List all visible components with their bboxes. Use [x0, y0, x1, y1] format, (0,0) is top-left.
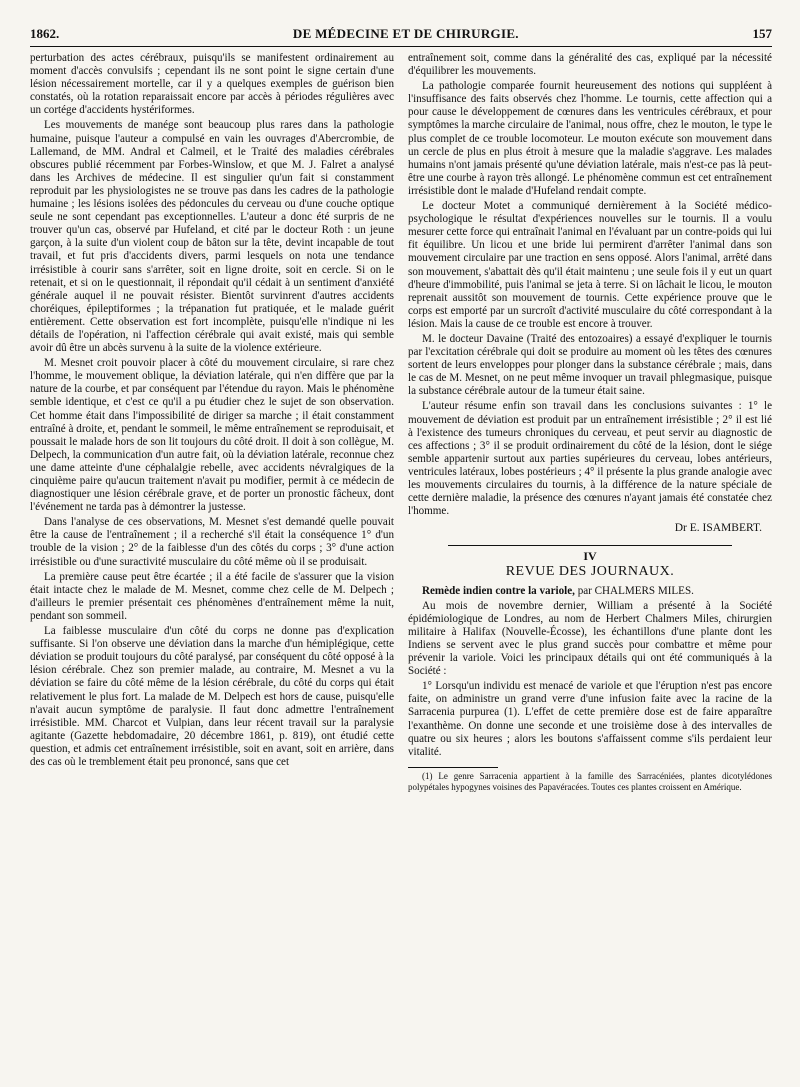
paragraph: Le docteur Motet a communiqué dernièrement à la Société médico-psychologique le résultat d'expériences nouvelles sur le tournis. Il a voulu mesurer cette force qui entraînait l'animal en l'évaluant par un contre-poids qui lui fit équilibre. Un licou et une bride lui permirent d'arrêter l'animal dans son mouvement circulaire par une traction en sens opposé. Alors l'animal, arrêté dans son mouvement, s'abattait dès qu'il était maintenu ; une seule fois il y eut un quart d'heure d'immobilité, puis l'animal se jeta à terre. Si on lâchait le licou, le mouton reprenait aussitôt son mouvement de tournis. Cette expérience prouve que le corps est emporté par un surcroît d'activité musculaire du côté correspondant à la lésion. Mais la cause de ce trouble est encore à trouver.	[408, 200, 772, 330]
paragraph: L'auteur résume enfin son travail dans les conclusions suivantes : 1° le mouvement de déviation est produit par un entraînement irrésistible ; 2° il est lié à l'existence des tumeurs chroniques du cerveau, et peut servir au diagnostic de ces affections ; 3° il se produit ordinairement du côté de la lésion, dont le siége semble appartenir surtout aux parties supérieures du cerveau, lobes antérieurs, ventricules latéraux, lobes postérieurs ; 4° il présente la plus grande analogie avec les mouvements circulaires du tournis, à la différence de la nature spéciale de cette dernière maladie, la présence des cœnures n'ayant jamais été constatée chez l'homme.	[408, 400, 772, 518]
article-title: Remède indien contre la variole,	[422, 584, 575, 597]
paragraph: 1° Lorsqu'un individu est menacé de variole et que l'éruption n'est pas encore faite, on administre un grand verre d'une infusion faite avec la racine de la Sarracenia purpurea (1). L'effet de cette première dose est de faire apparaître l'exanthème. On donne une seconde et une troisième dose à des intervalles de quatre ou six heures ; alors les boutons s'affaissent comme s'ils perdaient leur vitalité.	[408, 680, 772, 758]
section-number: IV	[583, 549, 597, 564]
section-title: REVUE DES JOURNAUX.	[505, 564, 675, 580]
header-year: 1862.	[30, 26, 60, 41]
paragraph: La faiblesse musculaire d'un côté du corps ne donne pas d'explication suffisante. Si l'on observe une déviation dans la marche d'un hémiplégique, cette déviation se produit toujours du côté paralysé, par conséquent du côté opposé à la lésion cérébrale. Chez son premier malade, au contraire, M. Mesnet a vu la déviation se faire du côté même de la lésion cérébrale, du côté du corps qui était relativement le plus fort. La malade de M. Delpech est hors de cause, puisqu'elle n'avait aucun symptôme de paralysie. Il faut donc admettre l'entraînement irrésistible. MM. Charcot et Vulpian, dans leur récent travail sur la paralysie agitante (Gazette hebdomadaire, 20 décembre 1861, p. 819), ont étudié cette question, et admis cet entraînement irrésistible, soit en avant, soit en arrière, dans des cas où le tremblement était peu prononcé, sans que cet	[30, 625, 394, 768]
paragraph: M. le docteur Davaine (Traité des entozoaires) a essayé d'expliquer le tournis par l'excitation cérébrale qui doit se produire au moment où les têtes des cœnures sortent de leurs enveloppes pour plonger dans la substance cérébrale ; mais, dans le cas de M. Mesnet, on ne peut même invoquer un travail phlegmasique, puisque la substance cérébrale autour de la tumeur était saine.	[408, 332, 772, 398]
section-divider	[448, 545, 732, 546]
author-signature: Dr E. ISAMBERT.	[674, 522, 762, 535]
text-columns	[30, 52, 772, 794]
paragraph: Dans l'analyse de ces observations, M. Mesnet s'est demandé quelle pouvait être la cause de l'entraînement ; il a recherché s'il était la conséquence 1° d'un trouble de la vision ; 2° de la faiblesse d'un des côtés du corps ; 3° d'une action irrésistible ou d'une suractivité musculaire du côté même où il se produisait.	[30, 516, 394, 568]
right-column	[408, 52, 772, 794]
paragraph: La pathologie comparée fournit heureusement des notions qui suppléent à l'insuffisance des faits observés chez l'homme. Le tournis, cette affection qui a pour cause le développement de cœnures dans les ventricules cérébraux, et pour symptômes la marche circulaire de l'animal, nous offre, chez le mouton, le type le plus complet de ce trouble locomoteur. Le mouton exécute son mouvement dans un cercle de plus en plus étroit à mesure que la maladie s'aggrave. Les malades humains n'ont jamais présenté qu'une déviation latérale, mais n'est-ce pas là peut-être une courbe à rayon très allongé. Le phénomène commun est cet entraînement irrésistible dont le malade d'Hufeland rendait compte.	[408, 80, 772, 197]
paragraph: La première cause peut être écartée ; il a été facile de s'assurer que la vision était intacte chez le malade de M. Mesnet, comme chez celle de M. Delpech ; d'ailleurs le premier présentait ces phénomènes d'entraînement même la nuit, pendant son sommeil.	[30, 570, 394, 622]
article-byline: par CHALMERS MILES.	[574, 584, 694, 597]
article-headline	[408, 585, 772, 598]
page-header	[30, 26, 772, 47]
paragraph: Les mouvements de manége sont beaucoup plus rares dans la pathologie humaine, puisque l'auteur a compulsé en vain les ouvrages d'Abercrombie, de Lallemand, de MM. Andral et Calmeil, et le Traité des maladies cérébrales obscures publié récemment par Forbes-Winslow, et que M. J. Falret a analysé dans les Archives de médecine. Il est singulier qu'un fait si constamment reproduit par les physiologistes ne se trouve pas dans les cadres de la pathologie humaine ; les lésions isolées des pédoncules du cerveau ou d'une couche optique seule ne sont cependant pas exceptionnelles. L'auteur a donc été surpris de ne trouver qu'un cas, observé par Hufeland, et cité par le docteur Roth : un jeune garçon, à la suite d'un violent coup de bâton sur la tête, devint incapable de tout travail, et fut pris d'accidents divers, parmi lesquels on nota une tendance irrésistible à courir sans s'arrêter, soit en ligne droite, soit en cercle. Si on le retenait, et si on le questionnait, il répondait qu'il cédait à un sentiment d'anxiété générale auquel il ne pouvait résister. Bientôt survinrent d'autres accidents choréiques, épileptiformes ; la trépanation fut pratiquée, et le malade guérit entièrement. Cette observation est fort incomplète, puisqu'elle n'indique ni les détails de l'opération, ni l'affection cérébrale qui avait existé, mais qui semble avoir dû être un abcès survenu à la suite de la violence extérieure.	[30, 119, 394, 355]
paragraph: perturbation des actes cérébraux, puisqu'ils se manifestent ordinairement au moment d'accès convulsifs ; cependant ils ne sont point le signe certain d'une lésion nécessairement mortelle, car il y a quelques exemples de guérison bien constatés, où la rotation reparaissait encore par accès à périodes régulières avec un cortége d'accidents hystériformes.	[30, 52, 394, 117]
page-number: 157	[752, 26, 772, 41]
footnote-rule	[408, 767, 498, 768]
paragraph: M. Mesnet croit pouvoir placer à côté du mouvement circulaire, si rare chez l'homme, le mouvement oblique, la déviation latérale, qui n'en diffère que par la nature de la courbe, et par conséquent par l'étendue du rayon. Mais le phénomène semble identique, et c'est ce qu'il a pu étudier chez le sujet de son observation. Cet homme était dans l'impossibilité de diriger sa marche ; il était constamment entraîné à droite, et, pendant le sommeil, le même entraînement se reproduisait, et poussait le malade hors de son lit toujours du côté droit. Il doit à son collègue, M. Delpech, la communication d'un autre fait, où la déviation latérale, reconnue chez une dame atteinte d'une céphalalgie rebelle, avec accidents névralgiques de la cinquième paire qu'aucun traitement n'avait pu modifier, permit à ce médecin de diagnostiquer une lésion cérébrale grave, et de porter un pronostic fâcheux, dont l'événement ne tarda pas à démontrer la justesse.	[30, 357, 394, 514]
paragraph: entraînement soit, comme dans la généralité des cas, expliqué par la nécessité d'équilibrer les mouvements.	[408, 52, 772, 78]
left-column	[30, 52, 394, 794]
footnote: (1) Le genre Sarracenia appartient à la famille des Sarracéniées, plantes dicotylédones polypétales hypogynes voisines des Papavéracées. Toutes ces plantes croissent en Amérique.	[408, 770, 772, 792]
paragraph: Au mois de novembre dernier, William a présenté à la Société épidémiologique de Londres, au nom de Herbert Chalmers Miles, chirurgien militaire à Halifax (Nouvelle-Écosse), les échantillons d'une plante dont les Indiens se servent avec le plus grand succès pour combattre et même pour prévenir la variole. Voici les principaux détails qui ont été communiqués à la Société :	[408, 599, 772, 678]
header-title: DE MÉDECINE ET DE CHIRURGIE.	[292, 26, 519, 41]
